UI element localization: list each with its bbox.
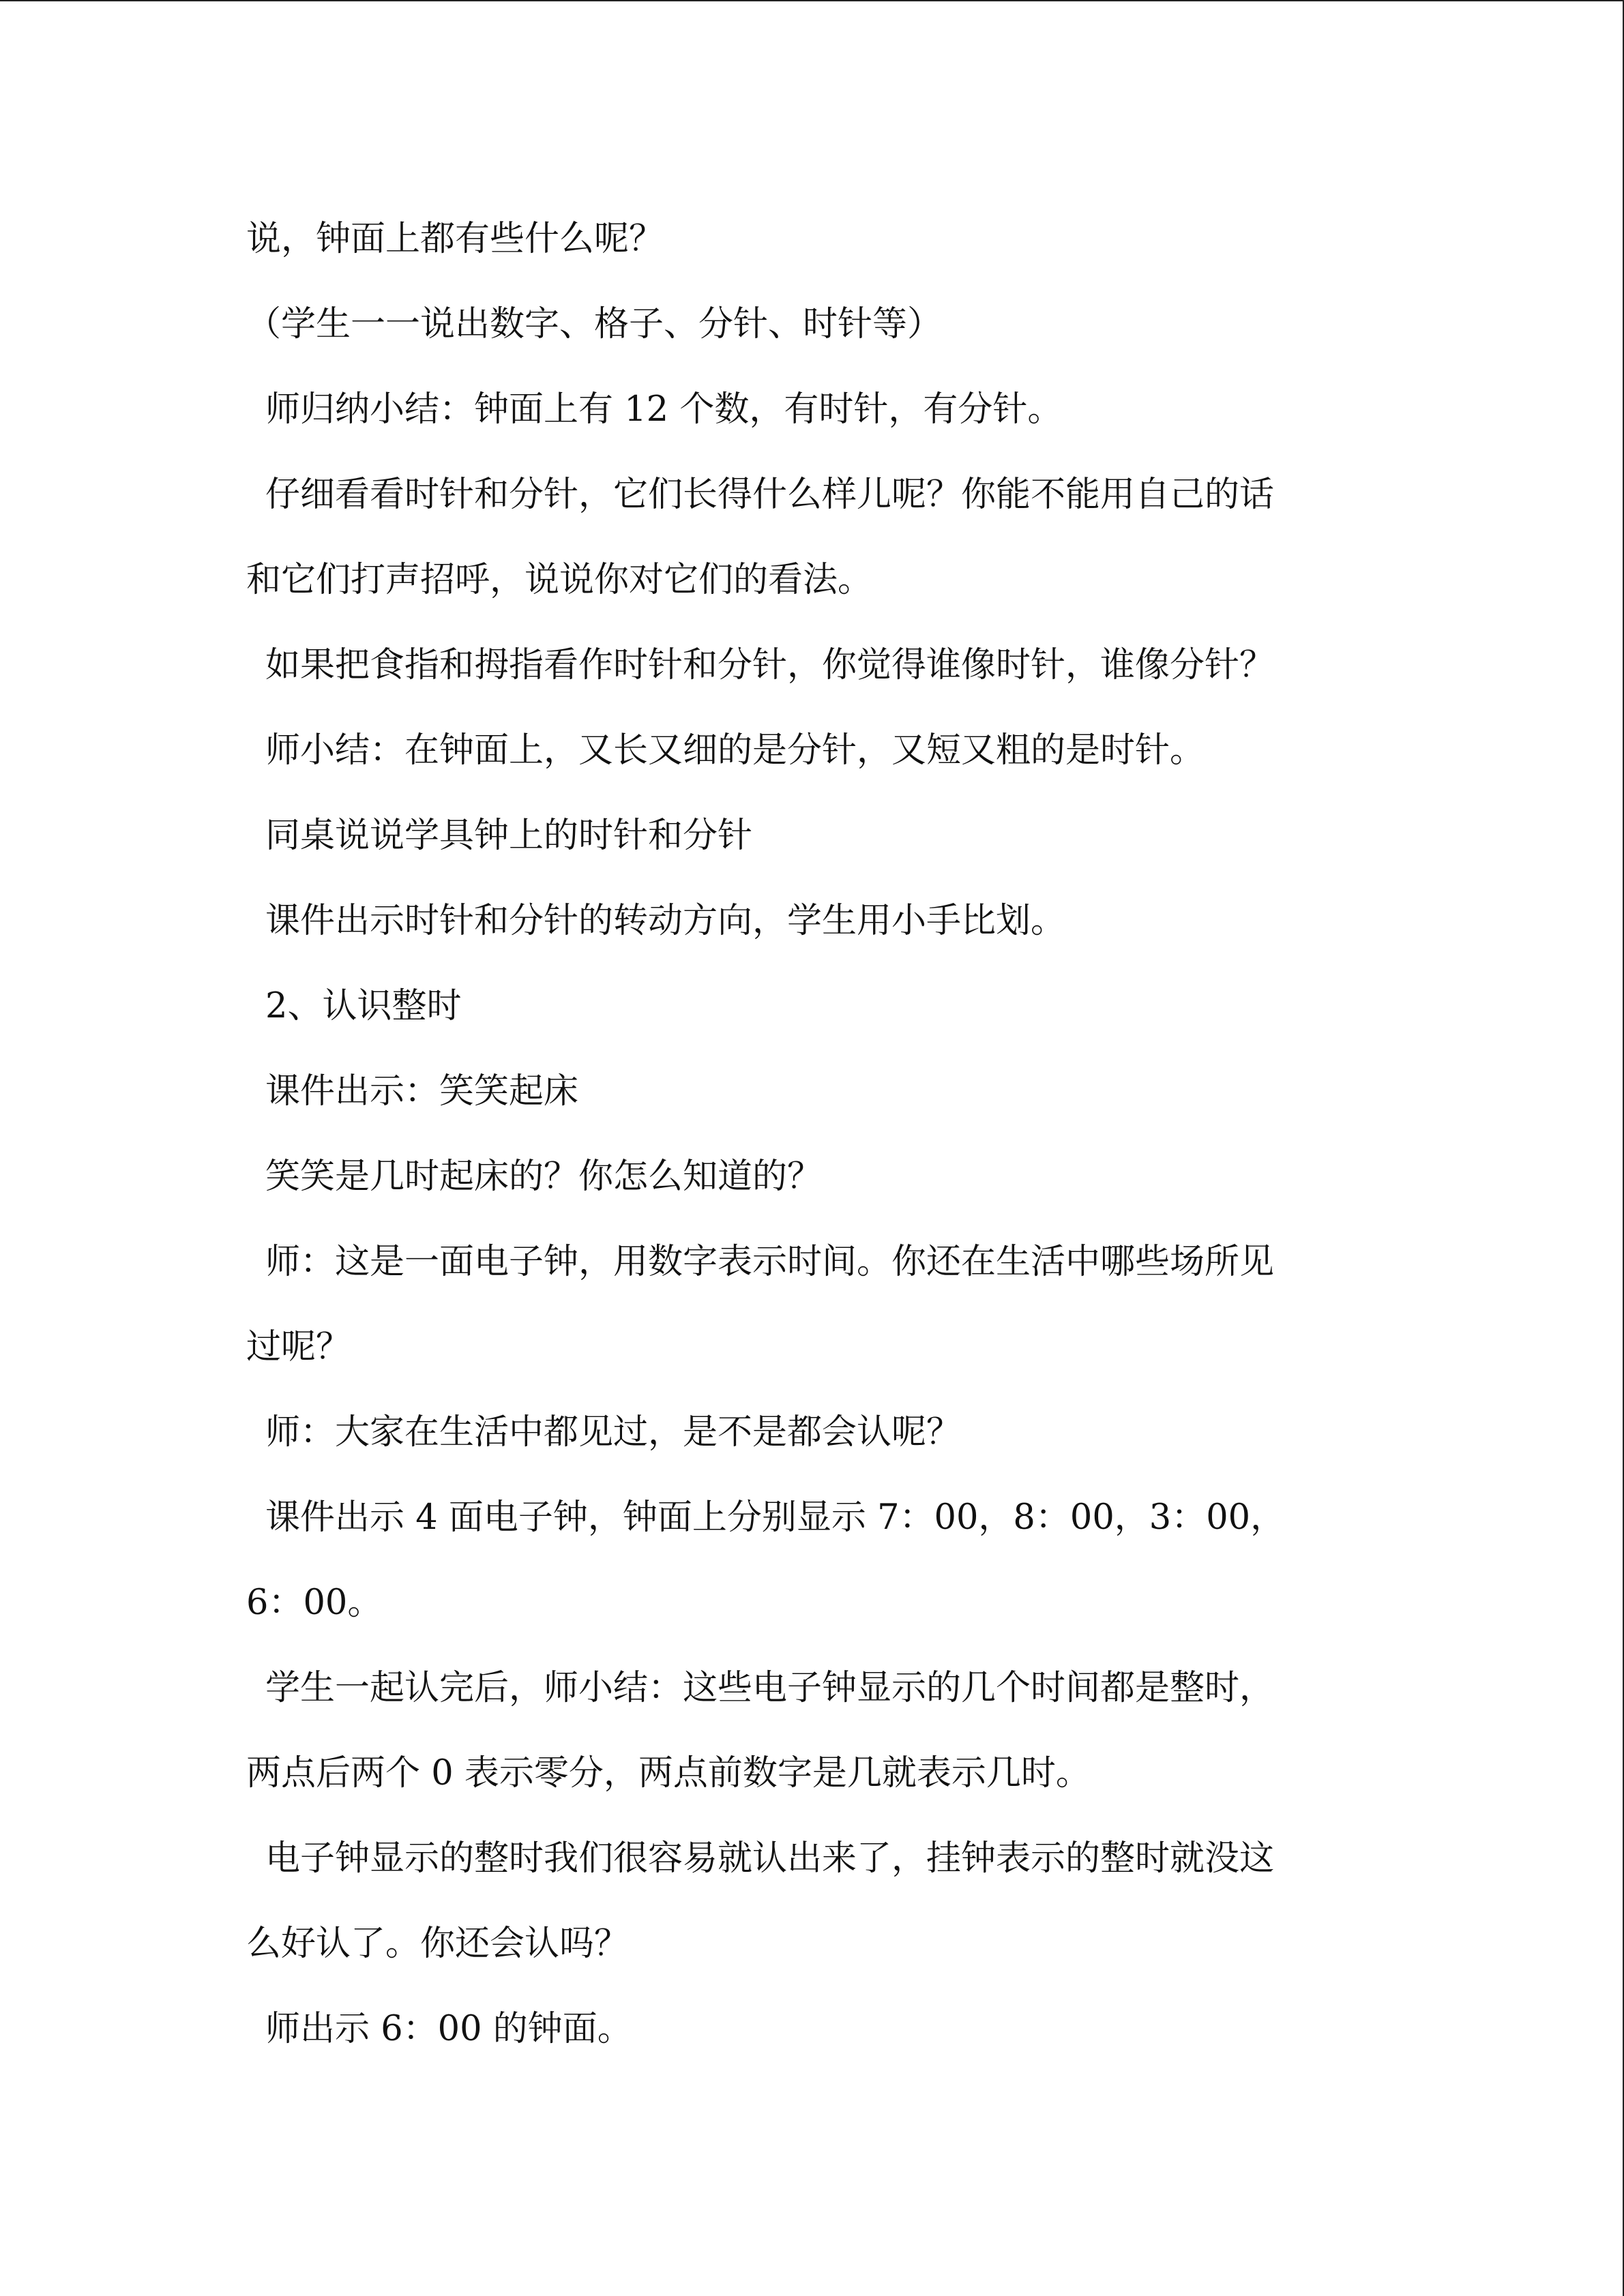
text-line: 6：00。 xyxy=(246,1583,383,1623)
section-heading: 2、认识整时 xyxy=(265,986,462,1026)
text-line: 师：这是一面电子钟，用数字表示时间。你还在生活中哪些场所见 xyxy=(265,1242,1275,1282)
text-line: （学生一一说出数字、格子、分针、时针等） xyxy=(246,304,943,344)
text-line: 仔细看看时针和分针，它们长得什么样儿呢？你能不能用自己的话 xyxy=(265,475,1275,515)
text-line: 师归纳小结：钟面上有 12 个数，有时针，有分针。 xyxy=(265,389,1063,430)
text-line: 师：大家在生活中都见过，是不是都会认呢？ xyxy=(265,1412,962,1452)
text-line: 课件出示时针和分针的转动方向，学生用小手比划。 xyxy=(265,901,1066,941)
text-line: 如果把食指和拇指看作时针和分针，你觉得谁像时针，谁像分针？ xyxy=(265,645,1275,685)
text-line: 课件出示：笑笑起床 xyxy=(265,1071,579,1112)
text-line: 笑笑是几时起床的？你怎么知道的？ xyxy=(265,1157,823,1197)
text-line: 师出示 6：00 的钟面。 xyxy=(265,2009,632,2049)
text-line: 么好认了。你还会认吗？ xyxy=(246,1924,630,1964)
text-line: 同桌说说学具钟上的时针和分针 xyxy=(265,816,753,856)
text-line: 电子钟显示的整时我们很容易就认出来了，挂钟表示的整时就没这 xyxy=(265,1838,1275,1879)
text-line: 和它们打声招呼，说说你对它们的看法。 xyxy=(246,560,873,600)
text-line: 过呢？ xyxy=(246,1327,351,1367)
text-line: 说，钟面上都有些什么呢？ xyxy=(246,219,664,259)
text-line: 学生一起认完后，师小结：这些电子钟显示的几个时间都是整时， xyxy=(265,1668,1275,1708)
text-line: 两点后两个 0 表示零分，两点前数字是几就表示几时。 xyxy=(246,1753,1091,1793)
text-line: 课件出示 4 面电子钟，钟面上分别显示 7：00，8：00，3：00， xyxy=(265,1497,1286,1538)
text-line: 师小结：在钟面上，又长又细的是分针，又短又粗的是时针。 xyxy=(265,730,1205,771)
